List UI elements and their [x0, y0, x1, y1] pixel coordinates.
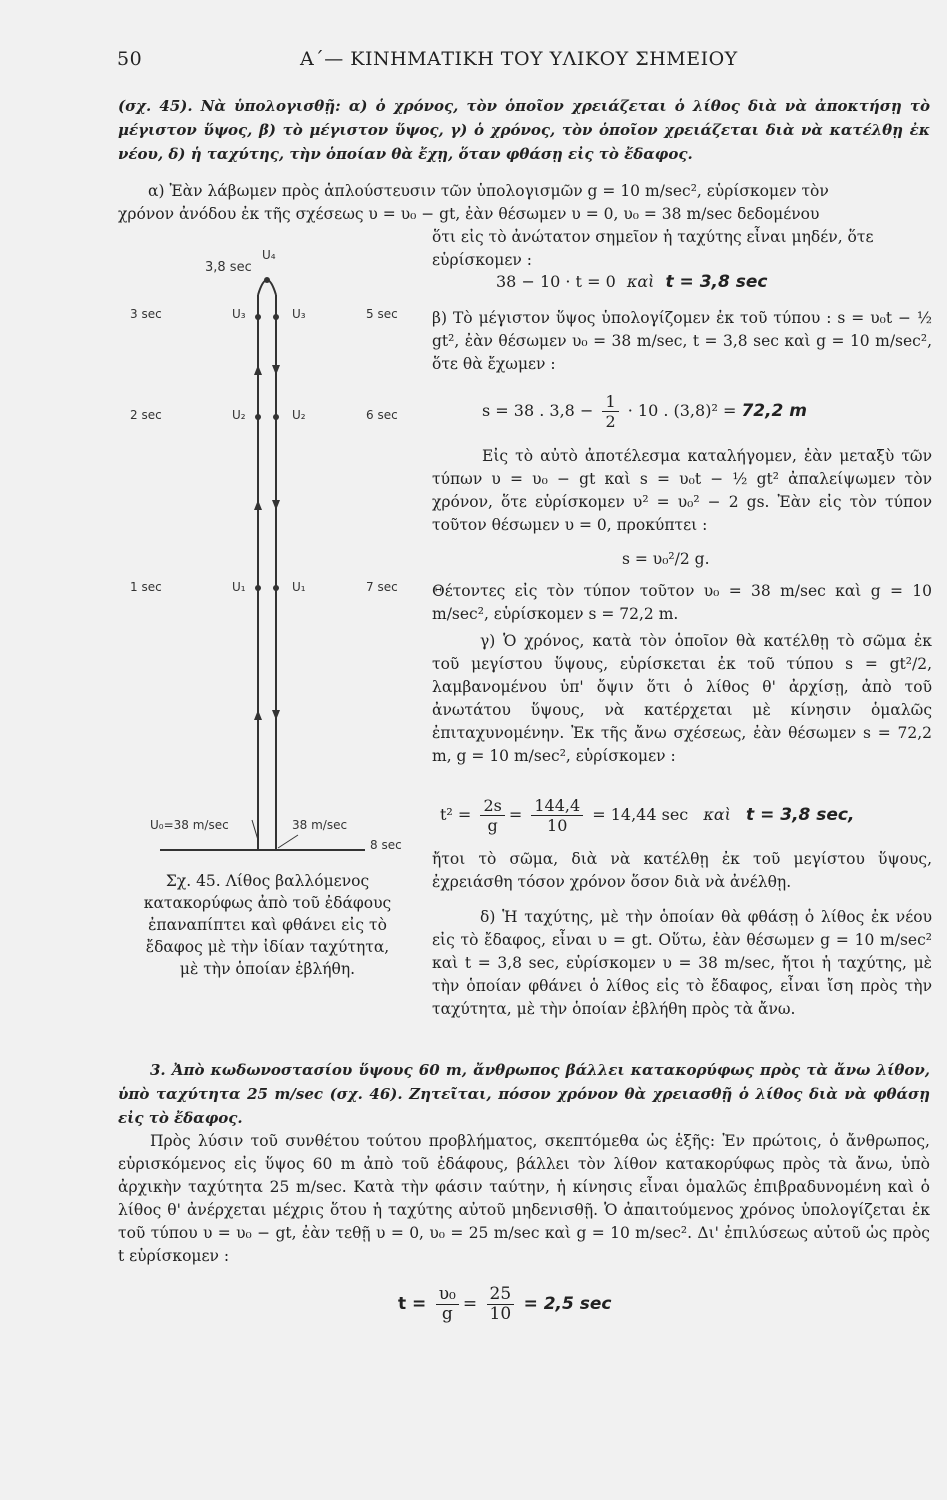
eq-c-fraction2: [531, 796, 583, 835]
eq-a-kai: καὶ: [626, 272, 655, 291]
fig-down-vel-3: U₃: [292, 307, 306, 321]
dot-u2-up: [255, 414, 261, 420]
equation-b2: s = υ₀²/2 g.: [622, 550, 710, 568]
eq-c-f2-num: 144,4: [531, 796, 583, 816]
eq-a-result: t = 3,8 sec: [665, 272, 768, 292]
fig-land-label: 38 m/sec: [292, 818, 348, 832]
dot-u2-down: [273, 414, 279, 420]
eq-a-left: 38 − 10 · t = 0: [496, 272, 616, 291]
eq-b-left: s = 38 . 3,8 −: [482, 401, 594, 420]
fig-top-time: 3,8 sec: [205, 260, 252, 275]
eq-c-fraction1: [480, 796, 504, 835]
fig-down-vel-2: U₂: [292, 408, 306, 422]
eq-final-left: t =: [398, 1294, 427, 1314]
eq-b-fraction: [602, 392, 618, 431]
eq-final-result: = 2,5 sec: [523, 1294, 612, 1314]
part-b: β) Τὸ μέγιστον ὕψος ὑπολογίζομεν ἐκ τοῦ τύπου : s = υ₀t − ½ gt², ἐὰν θέσωμεν υ₀ = 38 m/sec, t = 3,8 sec καὶ g = 10 m/sec², ὅτε θὰ ἔχωμεν :: [432, 309, 932, 373]
fig-up-vel-2: U₂: [232, 408, 246, 422]
part-c2: ἤτοι τὸ σῶμα, διὰ νὰ κατέλθῃ ἐκ τοῦ μεγίστου ὕψους, ἐχρειάσθη τόσον χρόνον ὅσον διὰ νὰ ἀνέλθῃ.: [432, 850, 932, 891]
apex-dot: [264, 277, 270, 283]
equation-a: [496, 272, 767, 292]
eq-final-f2-den: 10: [489, 1304, 512, 1324]
eq-c-result: t = 3,8 sec,: [746, 805, 855, 825]
part-c: γ) Ὁ χρόνος, κατὰ τὸν ὁποῖον θὰ κατέλθῃ τὸ σῶμα ἐκ τοῦ μεγίστου ὕψους, εὑρίσκεται ἐκ τοῦ τύπου s = gt²/2, λαμβανομένου ὑπ' ὄψιν ὅτι ὁ λίθος θ' ἀρχίσῃ, ἀπὸ τοῦ ἀνωτάτου ὕψους, νὰ κατέρχεται μὲ κίνησιν ὁμαλῶς ἐπιταχυνομένην. Ἐκ τῆς ἄνω σχέσεως, ἐὰν θέσωμεν s = 72,2 m, g = 10 m/sec², εὑρίσκομεν :: [432, 632, 932, 765]
fig-up-vel-3: U₃: [232, 307, 246, 321]
problem-3-body: Πρὸς λύσιν τοῦ συνθέτου τούτου προβλήματος, σκεπτόμεθα ὡς ἑξῆς: Ἐν πρώτοις, ὁ ἄνθρωπος, εὑρισκόμενος εἰς ὕψος 60 m ἀπὸ τοῦ ἐδάφους, βάλλει τὸν λίθον κατακορύφως πρὸς τὰ ἄνω, ὑπὸ ἀρχικὴν ταχύτητα 25 m/sec. Κατὰ τὴν φάσιν ταύτην, ἡ κίνησις εἶναι ὁμαλῶς ἐπιβραδυνομένη καὶ ὁ λίθος θ' ἀνέρχεται μέχρις ὅτου ἡ ταχύτης αὐτοῦ μηδενισθῇ. Ὁ ἀπαιτούμενος χρόνος ὑπολογίζεται ἐκ τοῦ τύπου υ = υ₀ − gt, ἐὰν τεθῇ υ = 0, υ₀ = 25 m/sec καὶ g = 10 m/sec². Δι' ἐπιλύσεως αὐτοῦ ὡς πρὸς t εὑρίσκομεν :: [118, 1132, 930, 1265]
problem-3-statement: 3. Ἀπὸ κωδωνοστασίου ὕψους 60 m, ἄνθρωπος βάλλει κατακορύφως πρὸς τὰ ἄνω λίθον, ὑπὸ ταχύτητα 25 m/sec (σχ. 46). Ζητεῖται, πόσον χρόνον θὰ χρειασθῇ ὁ λίθος διὰ νὰ φθάσῃ εἰς τὸ ἔδαφος.: [118, 1061, 930, 1127]
figure-caption: Σχ. 45. Λίθος βαλλόμενος κατακορύφως ἀπὸ τοῦ ἐδάφους ἐπαναπίπτει καὶ φθάνει εἰς τὸ ἔδαφος μὲ τὴν ἰδίαν ταχύτητα, μὲ τὴν ὁποίαν ἐβλήθη.: [143, 872, 392, 978]
fig-down-vel-1: U₁: [292, 580, 306, 594]
eq-final-fraction1: [436, 1285, 459, 1324]
fig-left-time-2: 2 sec: [130, 408, 162, 422]
eq-c-mid: = 14,44 sec: [592, 805, 689, 824]
arrow-up-1: [254, 710, 262, 720]
fig-right-time-6: 6 sec: [366, 408, 398, 422]
eq-b-right: · 10 . (3,8)² =: [627, 401, 737, 420]
part-a-line1: α) Ἐὰν λάβωμεν πρὸς ἁπλούστευσιν τῶν ὑπολογισμῶν g = 10 m/sec², εὑρίσκομεν τὸν: [148, 182, 829, 200]
equation-b: [482, 392, 807, 431]
eq-c-f2-den: 10: [547, 816, 568, 835]
intro-question: (σχ. 45). Νὰ ὑπολογισθῇ: α) ὁ χρόνος, τὸν ὁποῖον χρειάζεται ὁ λίθος διὰ νὰ ἀποκτήσῃ τὸ μέγιστον ὕψος, β) τὸ μέγιστον ὕψος, γ) ὁ χρόνος, τὸν ὁποῖον χρειάζεται διὰ νὰ κατέλθῃ ἐκ νέου, δ) ἡ ταχύτης, τὴν ὁποίαν θὰ ἔχῃ, ὅταν φθάσῃ εἰς τὸ ἔδαφος.: [118, 97, 930, 163]
fig-launch-label: U₀=38 m/sec: [150, 818, 229, 832]
eq-b-result: 72,2 m: [741, 401, 808, 421]
eq-c-f1-den: g: [487, 816, 498, 835]
eq-final-f2-num: 25: [487, 1285, 515, 1305]
figure-45: [120, 260, 420, 860]
part-b3: Θέτοντες εἰς τὸν τύπον τοῦτον υ₀ = 38 m/sec καὶ g = 10 m/sec², εὑρίσκομεν s = 72,2 m.: [432, 582, 932, 623]
arrow-down-1: [272, 365, 280, 375]
part-a-right1: ὅτι εἰς τὸ ἀνώτατον σημεῖον ἡ ταχύτης εἶναι μηδέν, ὅτε: [432, 228, 874, 246]
eq-c-kai: καὶ: [703, 805, 731, 824]
fig-right-time-7: 7 sec: [366, 580, 398, 594]
fig-left-time-1: 1 sec: [130, 580, 162, 594]
fig-end-time: 8 sec: [370, 838, 402, 852]
arrow-up-2: [254, 500, 262, 510]
dot-u1-down: [273, 585, 279, 591]
arrow-down-2: [272, 500, 280, 510]
equation-final: t = $\frac{\text{υ₀}}{g}$ = $\frac{25}{10}$ = 2,5 sec: [398, 1284, 612, 1324]
dot-u1-up: [255, 585, 261, 591]
fig-left-time-3: 3 sec: [130, 307, 162, 321]
fig-right-time-5: 5 sec: [366, 307, 398, 321]
eq-final-f1-num: υ₀: [436, 1285, 459, 1305]
arrow-down-3: [272, 710, 280, 720]
eq-final-f1-den: g: [441, 1304, 453, 1324]
fig-up-vel-1: U₁: [232, 580, 246, 594]
eq-final-fraction2: [487, 1285, 515, 1324]
arrow-up-3: [254, 365, 262, 375]
part-a-line2: χρόνον ἀνόδου ἐκ τῆς σχέσεως υ = υ₀ − gt, ἐὰν θέσωμεν υ = 0, υ₀ = 38 m/sec δεδομένου: [118, 205, 820, 223]
part-b2: Εἰς τὸ αὐτὸ ἀποτέλεσμα καταλήγομεν, ἐὰν μεταξὺ τῶν τύπων υ = υ₀ − gt καὶ s = υ₀t − ½ gt² ἀπαλείψωμεν τὸν χρόνον, ὅτε εὑρίσκομεν υ² = υ₀² − 2 gs. Ἐὰν εἰς τὸν τύπον τοῦτον θέσωμεν υ = 0, προκύπτει :: [432, 447, 932, 534]
dot-u3-up: [255, 314, 261, 320]
eq-c-f1-num: 2s: [480, 796, 504, 816]
eq-c-left: t² =: [440, 805, 472, 824]
land-pointer: [278, 835, 298, 848]
dot-u3-down: [273, 314, 279, 320]
page-number: 50: [117, 48, 143, 70]
eq-b-frac-den: 2: [605, 412, 616, 431]
eq-b-frac-num: 1: [602, 392, 618, 412]
part-d: δ) Ἡ ταχύτης, μὲ τὴν ὁποίαν θὰ φθάσῃ ὁ λίθος ἐκ νέου εἰς τὸ ἔδαφος, εἶναι υ = gt. Οὕτω, ἐὰν θέσωμεν g = 10 m/sec² καὶ t = 3,8 sec, εὑρίσκομεν υ = 38 m/sec, ἤτοι ἡ ταχύτης, μὲ τὴν ὁποίαν φθάνει ὁ λίθος εἰς τὸ ἔδαφος, εἶναι ἴση πρὸς τὴν ταχύτητα, μὲ τὴν ὁποίαν ἐβλήθη πρὸς τὰ ἄνω.: [432, 908, 932, 1018]
fig-top-vel: U₄: [262, 248, 276, 262]
part-a-right2: εὑρίσκομεν :: [432, 251, 532, 269]
running-title: Α΄— ΚΙΝΗΜΑΤΙΚΗ ΤΟΥ ΥΛΙΚΟΥ ΣΗΜΕΙΟΥ: [300, 48, 738, 70]
equation-c: t² = $\frac{2s}{g}$ = $\frac{144,4}{10}$ = 14,44 sec καὶ t = 3,8 sec,: [440, 796, 855, 835]
